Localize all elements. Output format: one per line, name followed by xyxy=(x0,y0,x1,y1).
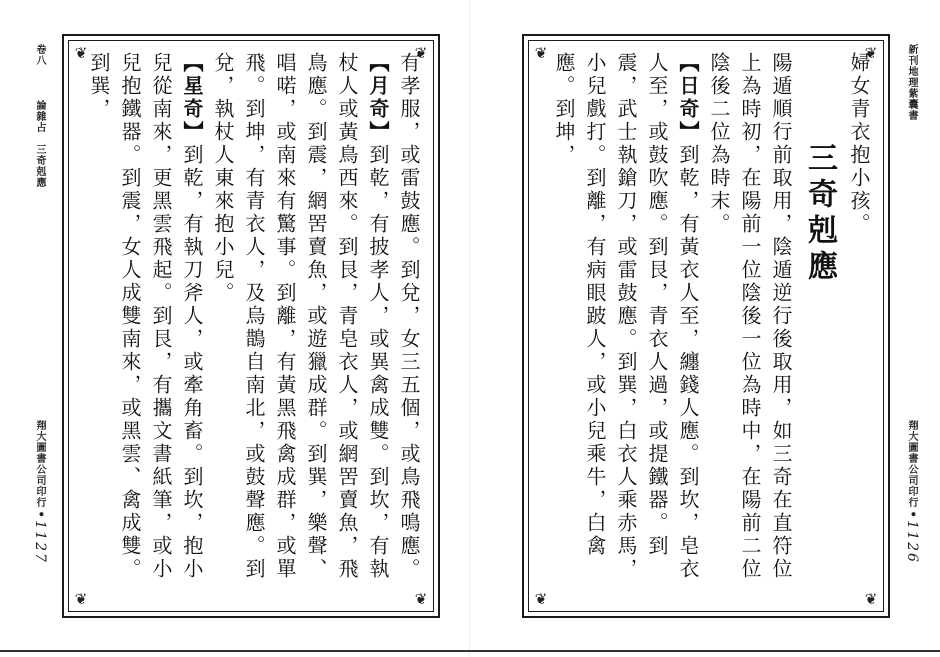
corner-ornament-icon: ❦ xyxy=(864,44,878,62)
corner-ornament-icon: ❦ xyxy=(414,590,428,608)
page-number: •1127 xyxy=(32,510,48,564)
chapter-label: 卷八 xyxy=(34,44,45,66)
publisher-label: 翔大圖書公司印行 xyxy=(34,420,45,508)
scan-bottom-edge xyxy=(0,650,940,652)
body-text xyxy=(538,52,874,602)
paragraph: 有孝服，或雷鼓應。到兌，女三五個，或鳥飛鳴應。 xyxy=(397,52,421,581)
publisher-label: 翔大圖書公司印行 xyxy=(906,420,917,508)
corner-ornament-icon: ❦ xyxy=(74,590,88,608)
text-frame xyxy=(522,34,890,618)
section-label: 論雜占 三奇剋應 xyxy=(34,100,45,188)
right-page xyxy=(470,0,940,657)
term-bracket: 【日奇】 xyxy=(676,52,700,144)
section-title: 三奇剋應 xyxy=(802,142,837,286)
corner-ornament-icon: ❦ xyxy=(864,590,878,608)
term-bracket: 【星奇】 xyxy=(180,52,204,144)
corner-ornament-icon: ❦ xyxy=(74,44,88,62)
corner-ornament-icon: ❦ xyxy=(414,44,428,62)
series-title: 新刊地理紫囊書 xyxy=(906,44,917,121)
paragraph: 婦女青衣抱小孩。 xyxy=(847,52,871,236)
paragraph-star-qi: 【星奇】到乾，有執刀斧人，或牽角畜。到坎，抱小兒從南來，更黑雲飛起。到艮，有攜文書紙筆，或小兒抱鐵器。到震，女人成雙南來，或黑雲、禽成雙。到巽， xyxy=(87,52,204,581)
page-number: •1126 xyxy=(904,510,920,564)
term-bracket: 【月奇】 xyxy=(366,52,390,144)
corner-ornament-icon: ❦ xyxy=(534,44,548,62)
text-frame xyxy=(62,34,440,618)
corner-ornament-icon: ❦ xyxy=(534,590,548,608)
paragraph-sun-qi: 【日奇】到乾，有黃衣人至，纏錢人應。到坎，皂衣人至，或鼓吹應。到艮，青衣人過，或提鐵器。到震，武士執鎗刀，或雷鼓應。到巽，白衣人乘赤馬，小兒戲打。到離，有病眼跛人，或小兒乘牛，白禽應。到坤， xyxy=(552,52,700,581)
body-text xyxy=(78,52,424,602)
paragraph-moon-qi: 【月奇】到乾，有披孝人，或異禽成雙。到坎，有執杖人或黃鳥西來。到艮，青皂衣人，或網罟賣魚，飛鳥應。到震，網罟賣魚，或遊獵成群。到巽，樂聲、唱喏，或南來有驚事。到離，有黃黑飛禽成群，或單飛。到坤，有青衣人，及烏鵲自南北，或鼓聲應。到兌，執杖人東來抱小兒。 xyxy=(211,52,390,581)
paragraph: 陽遁順行前取用，陰遁逆行後取用，如三奇在直符位上為時初，在陽前一位陰後一位為時中，在陽前二位陰後二位為時末。 xyxy=(707,52,793,581)
